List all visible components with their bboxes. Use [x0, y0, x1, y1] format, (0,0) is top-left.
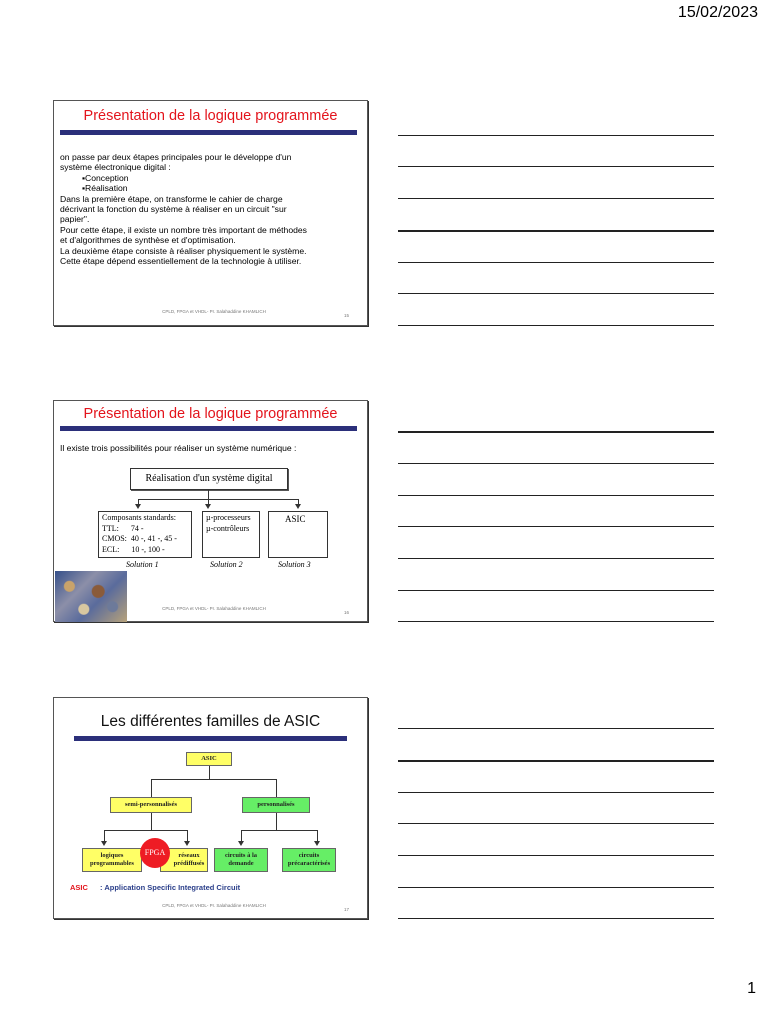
slide-number: 15: [343, 313, 349, 318]
circuits-a-la-demande-box: [214, 848, 268, 872]
notes-line: [398, 293, 714, 294]
arrow-head: [184, 841, 190, 846]
slide-15: [53, 100, 368, 326]
box-line: ASIC: [285, 514, 306, 524]
slide-title: Présentation de la logique programmée: [83, 406, 338, 422]
title-underline-bar: [74, 736, 347, 741]
title-underline-bar: [60, 426, 357, 431]
box-line: Composants standards:: [102, 513, 176, 522]
notes-line: [398, 166, 714, 167]
box-line: programmables: [90, 859, 134, 867]
slide-16: [53, 400, 368, 622]
asic-legend: [70, 883, 240, 892]
logiques-programmables-box: [82, 848, 142, 872]
bullet-item: ▪Réalisation: [82, 183, 128, 194]
box-label: semi-personnalisés: [125, 801, 177, 808]
body-line: on passe par deux étapes principales pour le développe d'un: [60, 152, 292, 162]
slide-number: 16: [343, 610, 349, 615]
body-line: décrivant la fonction du système à réaliser en un circuit "sur: [60, 204, 287, 215]
notes-line: [398, 230, 714, 232]
solution-1-label: Solution 1: [126, 560, 159, 569]
fpga-label: FPGA: [144, 848, 166, 857]
slide-17: [53, 697, 368, 919]
connector: [209, 766, 210, 779]
box-line: µ-contrôleurs: [206, 523, 250, 533]
box-line: logiques: [100, 852, 124, 859]
notes-line: [398, 325, 714, 326]
page-number: 1: [747, 980, 756, 997]
notes-line: [398, 262, 714, 263]
notes-line: [398, 918, 714, 919]
notes-line: [398, 558, 714, 559]
box-line: ECL: 10 -, 100 -: [102, 544, 165, 554]
box-line: précaractérisés: [287, 859, 331, 867]
notes-line: [398, 526, 714, 527]
notes-line: [398, 887, 714, 888]
body-line: papier".: [60, 214, 90, 225]
slide-body: [60, 152, 361, 266]
bullet-item: ▪Conception: [82, 172, 129, 183]
arrow-head: [238, 841, 244, 846]
box-line: circuits à la: [224, 852, 257, 859]
arrow-head: [314, 841, 320, 846]
legend-text: : Application Specific Integrated Circuit: [100, 883, 241, 892]
semi-personnalises-box: [110, 797, 192, 813]
solution-2-box: [202, 511, 260, 558]
notes-line: [398, 198, 714, 199]
circuit-board-photo: [55, 571, 127, 622]
solution-3-label: Solution 3: [278, 560, 311, 569]
title-underline-bar: [60, 130, 357, 135]
box-line: prédiffusés: [173, 859, 205, 867]
box-line: µ-processeurs: [206, 513, 251, 522]
diagram-root-label: Réalisation d'un système digital: [145, 473, 273, 484]
print-date: 15/02/2023: [677, 4, 758, 21]
box-label: ASIC: [201, 755, 217, 762]
box-label: personnalisés: [257, 801, 295, 808]
arrow-head: [295, 504, 301, 509]
box-line: TTL: 74 -: [102, 523, 144, 533]
solution-3-box: [268, 511, 328, 558]
slide-intro: Il existe trois possibilités pour réaliser un système numérique :: [60, 443, 297, 453]
body-line: Dans la première étape, on transforme le cahier de charge: [60, 193, 283, 204]
notes-line: [398, 463, 714, 464]
connector: [276, 813, 277, 830]
solution-2-label: Solution 2: [210, 560, 243, 569]
body-line: La deuxième étape consiste à réaliser physiquement le système.: [60, 245, 307, 256]
notes-line: [398, 855, 714, 856]
circuits-precaracterises-box: [282, 848, 336, 872]
personnalises-box: [242, 797, 310, 813]
legend-term: ASIC: [70, 883, 88, 892]
diagram-root-box: [130, 468, 288, 490]
slide-title: Présentation de la logique programmée: [83, 108, 338, 124]
connector: [241, 830, 318, 831]
connector: [208, 490, 209, 499]
box-line: demande: [228, 859, 254, 867]
arrow-head: [101, 841, 107, 846]
notes-line: [398, 495, 714, 496]
slide-footer: CPLD, FPGA et VHDL- Pr. Salahaddine KHAMLICH: [162, 309, 266, 314]
fpga-badge: [140, 838, 170, 868]
connector: [276, 779, 277, 797]
asic-root-box: [186, 752, 232, 766]
slide-footer: CPLD, FPGA et VHDL- Pr. Salahaddine KHAMLICH: [162, 606, 266, 611]
connector: [138, 499, 299, 500]
body-line: Pour cette étape, il existe un nombre très important de méthodes: [60, 224, 307, 235]
body-line: système électronique digital :: [60, 162, 171, 173]
notes-line: [398, 823, 714, 824]
slide-title: Les différentes familles de ASIC: [100, 713, 321, 730]
connector: [151, 779, 277, 780]
connector: [104, 830, 188, 831]
arrow-head: [135, 504, 141, 509]
box-line: CMOS: 40 -, 41 -, 45 -: [102, 534, 177, 543]
notes-line: [398, 135, 714, 136]
body-line: Cette étape dépend essentiellement de la technologie à utiliser.: [60, 256, 302, 267]
solution-1-box: [98, 511, 192, 558]
connector: [151, 779, 152, 797]
body-line: et d'algorithmes de synthèse et d'optimisation.: [60, 235, 236, 246]
notes-line: [398, 431, 714, 433]
notes-line: [398, 621, 714, 622]
notes-line: [398, 728, 714, 729]
notes-line: [398, 760, 714, 762]
box-line: circuits: [298, 852, 320, 859]
slide-number: 17: [343, 907, 349, 912]
slide-footer: CPLD, FPGA et VHDL- Pr. Salahaddine KHAMLICH: [162, 903, 266, 908]
box-line: réseaux: [178, 852, 200, 859]
connector: [151, 813, 152, 830]
arrow-head: [205, 504, 211, 509]
notes-line: [398, 590, 714, 591]
notes-line: [398, 792, 714, 793]
